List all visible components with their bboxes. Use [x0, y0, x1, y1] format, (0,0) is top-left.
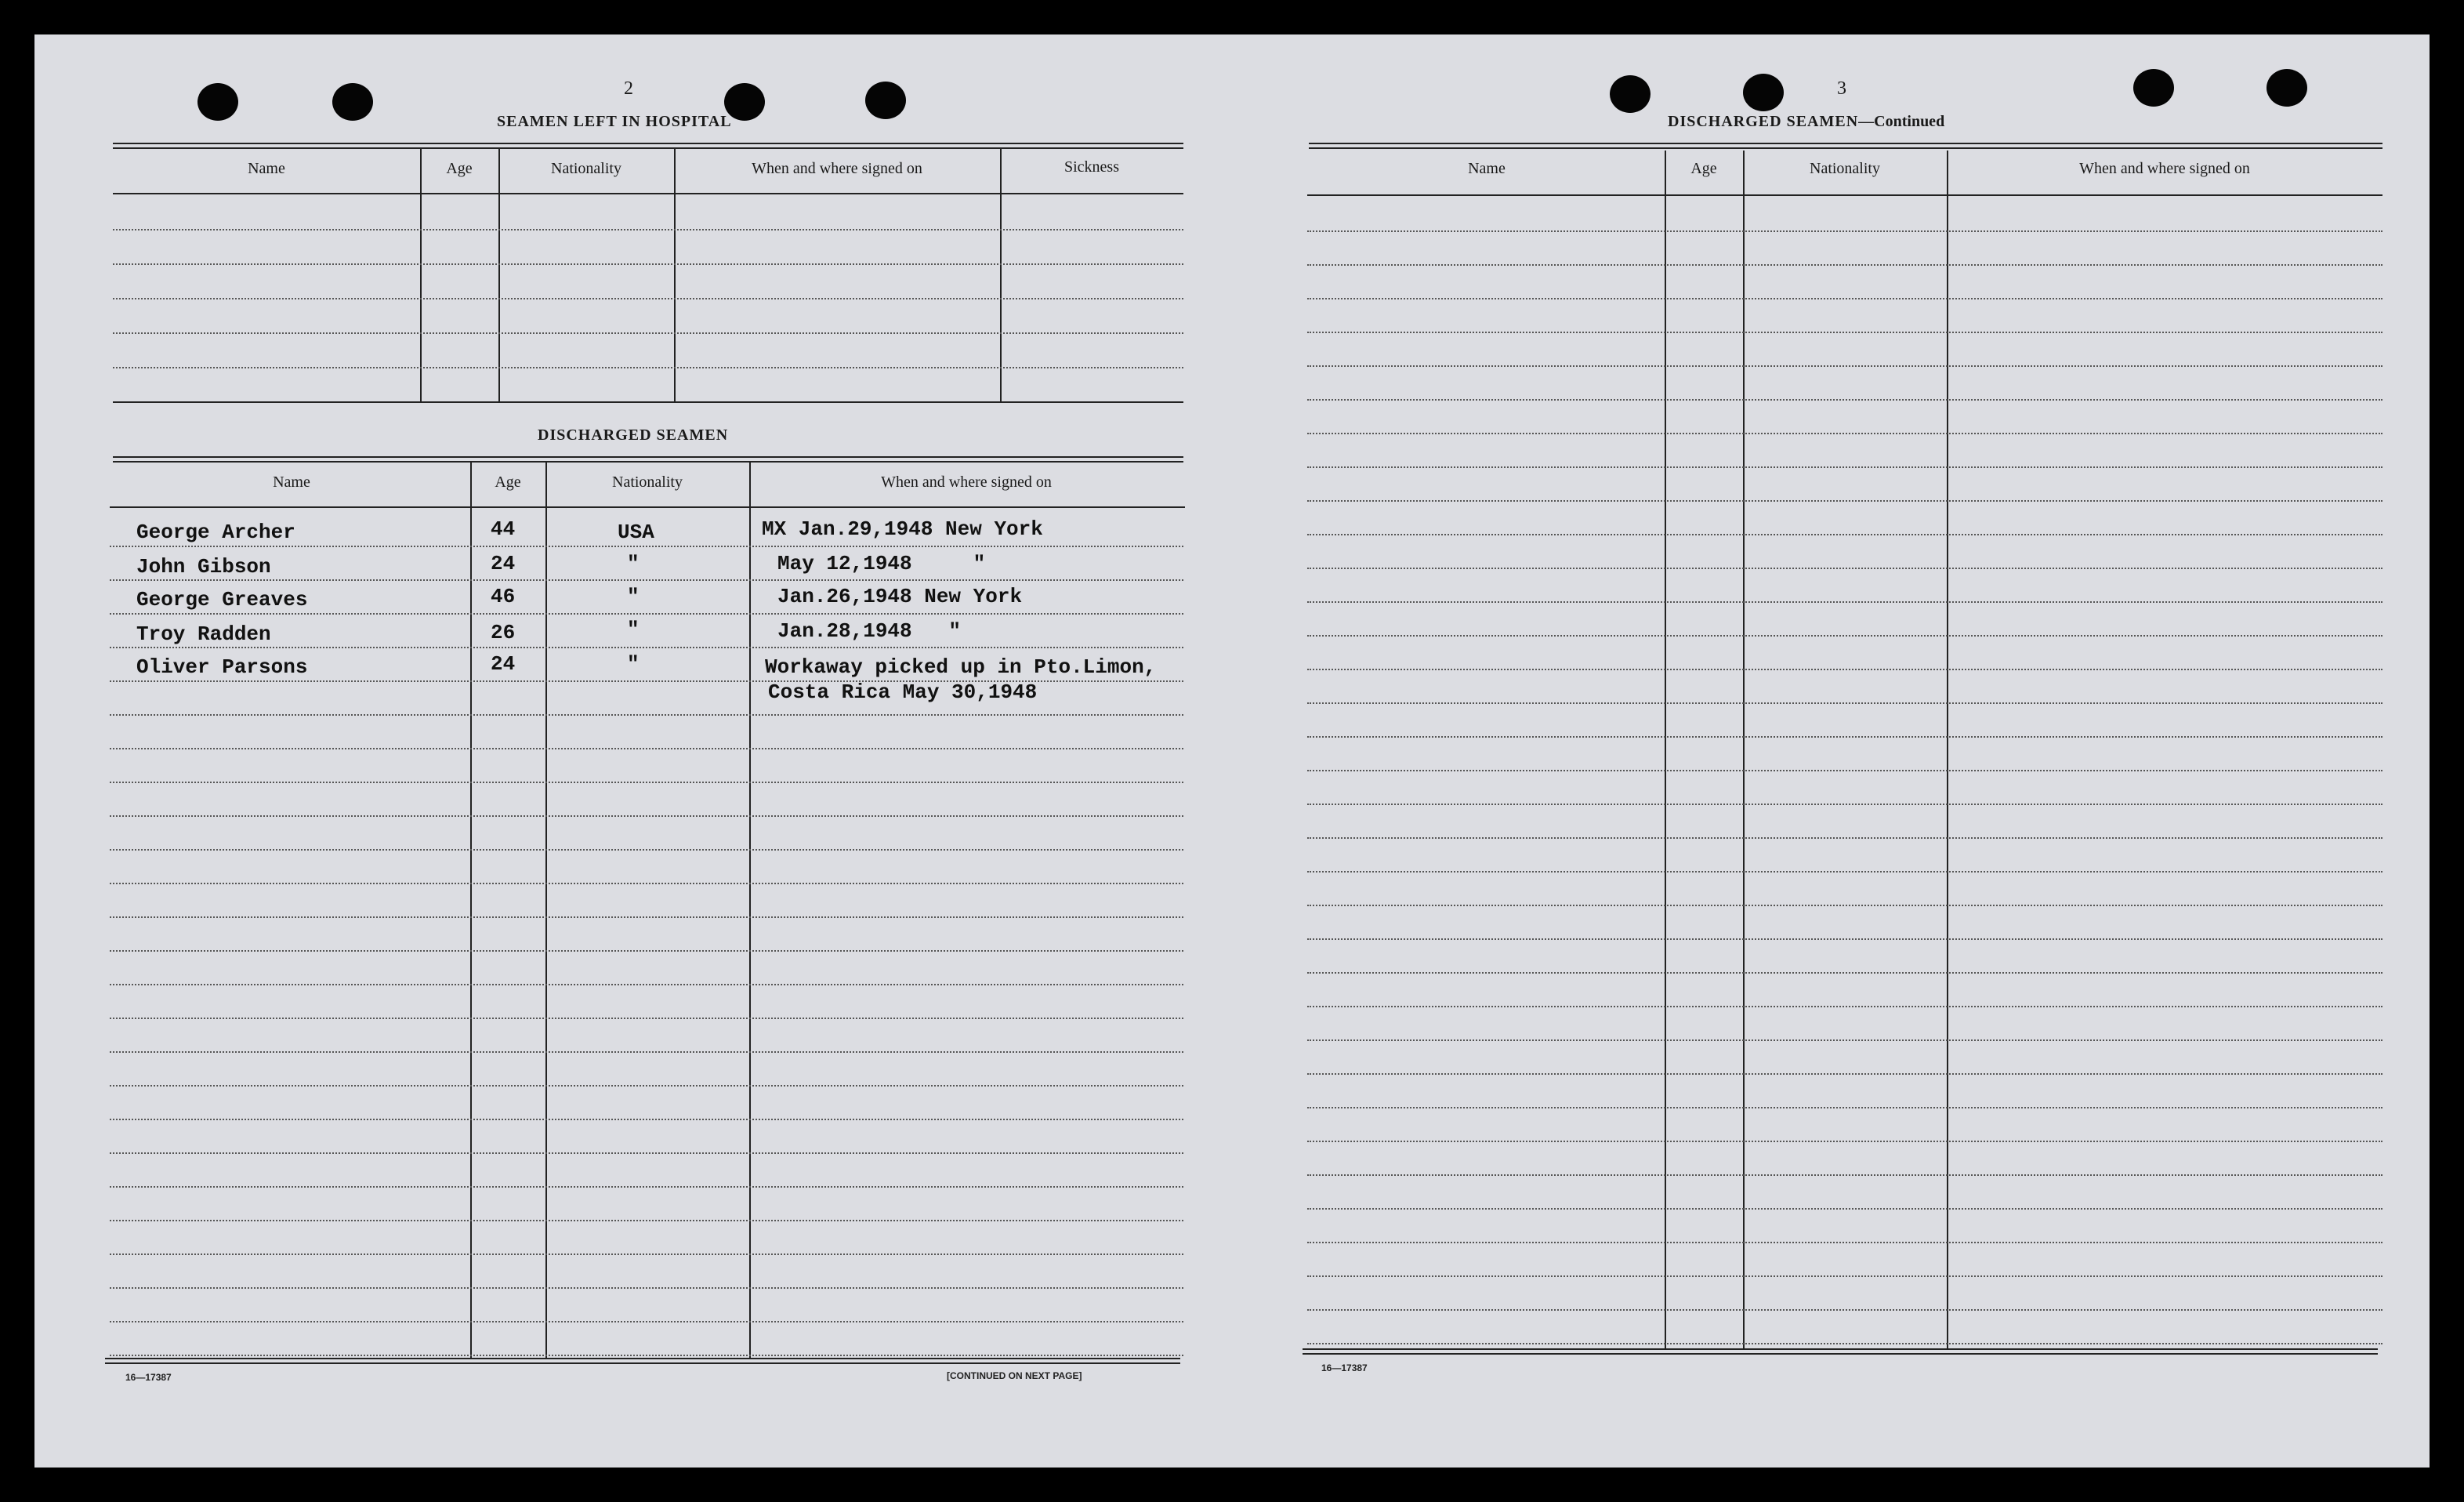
row-rule: [110, 1051, 1183, 1053]
discharged-section-title: DISCHARGED SEAMEN: [538, 426, 729, 444]
discharged-bottom-border: [105, 1358, 1180, 1364]
row-rule: [1307, 1343, 2382, 1344]
row-rule: [1307, 837, 2382, 839]
discharged-top-border: [113, 456, 1183, 463]
seaman-signed-on: Jan.28,1948 ": [777, 619, 962, 643]
row-rule: [1307, 1073, 2382, 1075]
row-rule: [110, 883, 1183, 884]
seaman-nationality: ": [627, 618, 640, 641]
row-rule: [1307, 1174, 2382, 1176]
seaman-nationality: USA: [618, 521, 654, 544]
right-col-signed-on: When and where signed on: [2079, 160, 2250, 177]
row-rule: [110, 1287, 1183, 1289]
row-rule: [110, 1355, 1183, 1356]
right-col-age: Age: [1690, 160, 1717, 177]
seaman-signed-on: Workaway picked up in Pto.Limon,: [765, 655, 1157, 679]
right-header-divider: [1307, 194, 2382, 196]
discharged-header-divider: [110, 506, 1185, 508]
row-rule: [1307, 1107, 2382, 1108]
right-bottom-border: [1303, 1348, 2378, 1355]
hospital-row-rule: [113, 332, 1183, 334]
row-rule: [110, 1018, 1183, 1019]
row-rule: [110, 613, 1183, 615]
row-rule: [1307, 635, 2382, 637]
row-rule: [110, 1253, 1183, 1255]
discharged-col-signed-on: When and where signed on: [881, 473, 1052, 491]
seaman-nationality: ": [627, 585, 640, 608]
row-rule: [1307, 298, 2382, 299]
right-col-name: Name: [1468, 160, 1506, 177]
right-col-nationality: Nationality: [1810, 160, 1880, 177]
hospital-col-divider: [1000, 149, 1002, 401]
row-rule: [1307, 972, 2382, 974]
row-rule: [1307, 736, 2382, 738]
seaman-name: Oliver Parsons: [136, 655, 308, 679]
row-rule: [110, 714, 1183, 716]
discharged-col-divider: [545, 463, 547, 1358]
row-rule: [1307, 702, 2382, 704]
seaman-name: George Greaves: [136, 588, 308, 611]
row-rule: [110, 916, 1183, 918]
hospital-row-rule: [113, 298, 1183, 299]
row-rule: [1307, 399, 2382, 401]
hospital-col-divider: [498, 149, 500, 401]
right-top-border: [1309, 143, 2382, 149]
row-rule: [1307, 1242, 2382, 1243]
discharged-col-divider: [749, 463, 751, 1358]
seaman-signed-on: Jan.26,1948 New York: [777, 585, 1023, 608]
row-rule: [110, 1321, 1183, 1322]
row-rule: [110, 1119, 1183, 1120]
hospital-col-sickness: Sickness: [1064, 158, 1119, 176]
row-rule: [110, 1186, 1183, 1188]
seaman-signed-on-continued: Costa Rica May 30,1948: [768, 680, 1038, 704]
right-col-divider: [1947, 151, 1948, 1348]
seaman-nationality: ": [627, 652, 640, 676]
seaman-name: George Archer: [136, 521, 295, 544]
discharged-col-divider: [470, 463, 472, 1358]
right-col-divider: [1665, 151, 1666, 1348]
hospital-col-nationality: Nationality: [551, 160, 621, 177]
row-rule: [110, 1220, 1183, 1221]
row-rule: [110, 1152, 1183, 1154]
row-rule: [110, 1085, 1183, 1087]
hospital-col-divider: [420, 149, 422, 401]
seaman-age: 24: [491, 552, 516, 575]
row-rule: [110, 748, 1183, 749]
row-rule: [1307, 332, 2382, 333]
seaman-name: John Gibson: [136, 555, 271, 579]
punch-hole: [332, 83, 373, 121]
punch-hole: [865, 82, 906, 119]
punch-hole: [1610, 75, 1651, 113]
row-rule: [1307, 1141, 2382, 1142]
hospital-bottom-border: [113, 401, 1183, 403]
row-rule: [1307, 804, 2382, 805]
punch-hole: [197, 83, 238, 121]
row-rule: [1307, 365, 2382, 367]
seaman-signed-on: May 12,1948 ": [777, 552, 986, 575]
punch-hole: [1743, 74, 1784, 111]
seaman-age: 26: [491, 621, 516, 644]
hospital-header-divider: [113, 193, 1183, 194]
discharged-col-nationality: Nationality: [612, 473, 683, 491]
row-rule: [1307, 568, 2382, 569]
row-rule: [110, 579, 1183, 581]
right-section-title-suffix: —Continued: [1858, 113, 1945, 130]
right-form-number: 16—17387: [1321, 1362, 1368, 1373]
right-section-title: [1668, 113, 1944, 131]
hospital-row-rule: [113, 229, 1183, 230]
right-col-divider: [1743, 151, 1745, 1348]
row-rule: [110, 950, 1183, 952]
row-rule: [1307, 500, 2382, 502]
hospital-row-rule: [113, 367, 1183, 368]
row-rule: [1307, 1006, 2382, 1007]
row-rule: [1307, 770, 2382, 771]
row-rule: [1307, 433, 2382, 434]
right-section-title-main: DISCHARGED SEAMEN: [1668, 113, 1859, 130]
hospital-section-title: SEAMEN LEFT IN HOSPITAL: [497, 113, 732, 130]
row-rule: [110, 849, 1183, 851]
seaman-age: 24: [491, 652, 516, 676]
row-rule: [1307, 264, 2382, 266]
hospital-row-rule: [113, 263, 1183, 265]
left-page-number: 2: [624, 78, 633, 99]
punch-hole: [2267, 69, 2307, 107]
row-rule: [110, 647, 1183, 648]
manifest-sheet: [34, 34, 2430, 1468]
discharged-col-age: Age: [495, 473, 521, 491]
hospital-col-divider: [674, 149, 676, 401]
row-rule: [1307, 466, 2382, 468]
row-rule: [1307, 1039, 2382, 1041]
hospital-top-border: [113, 143, 1183, 149]
row-rule: [1307, 871, 2382, 873]
seaman-nationality: ": [627, 552, 640, 575]
row-rule: [110, 815, 1183, 817]
row-rule: [1307, 230, 2382, 232]
row-rule: [1307, 1309, 2382, 1311]
continued-note: [CONTINUED ON NEXT PAGE]: [947, 1370, 1082, 1381]
row-rule: [1307, 1208, 2382, 1210]
row-rule: [1307, 1275, 2382, 1277]
seaman-name: Troy Radden: [136, 622, 271, 646]
right-page-number: 3: [1837, 78, 1846, 99]
row-rule: [1307, 534, 2382, 535]
hospital-col-age: Age: [446, 160, 473, 177]
form-number: 16—17387: [125, 1372, 172, 1383]
hospital-col-signed-on: When and where signed on: [752, 160, 922, 177]
hospital-col-name: Name: [248, 160, 285, 177]
row-rule: [1307, 669, 2382, 670]
row-rule: [1307, 601, 2382, 603]
row-rule: [110, 984, 1183, 985]
row-rule: [110, 546, 1183, 547]
seaman-age: 46: [491, 585, 516, 608]
seaman-signed-on: MX Jan.29,1948 New York: [762, 517, 1043, 541]
discharged-col-name: Name: [273, 473, 310, 491]
row-rule: [1307, 938, 2382, 940]
seaman-age: 44: [491, 517, 516, 541]
punch-hole: [2133, 69, 2174, 107]
row-rule: [1307, 905, 2382, 906]
row-rule: [110, 782, 1183, 783]
